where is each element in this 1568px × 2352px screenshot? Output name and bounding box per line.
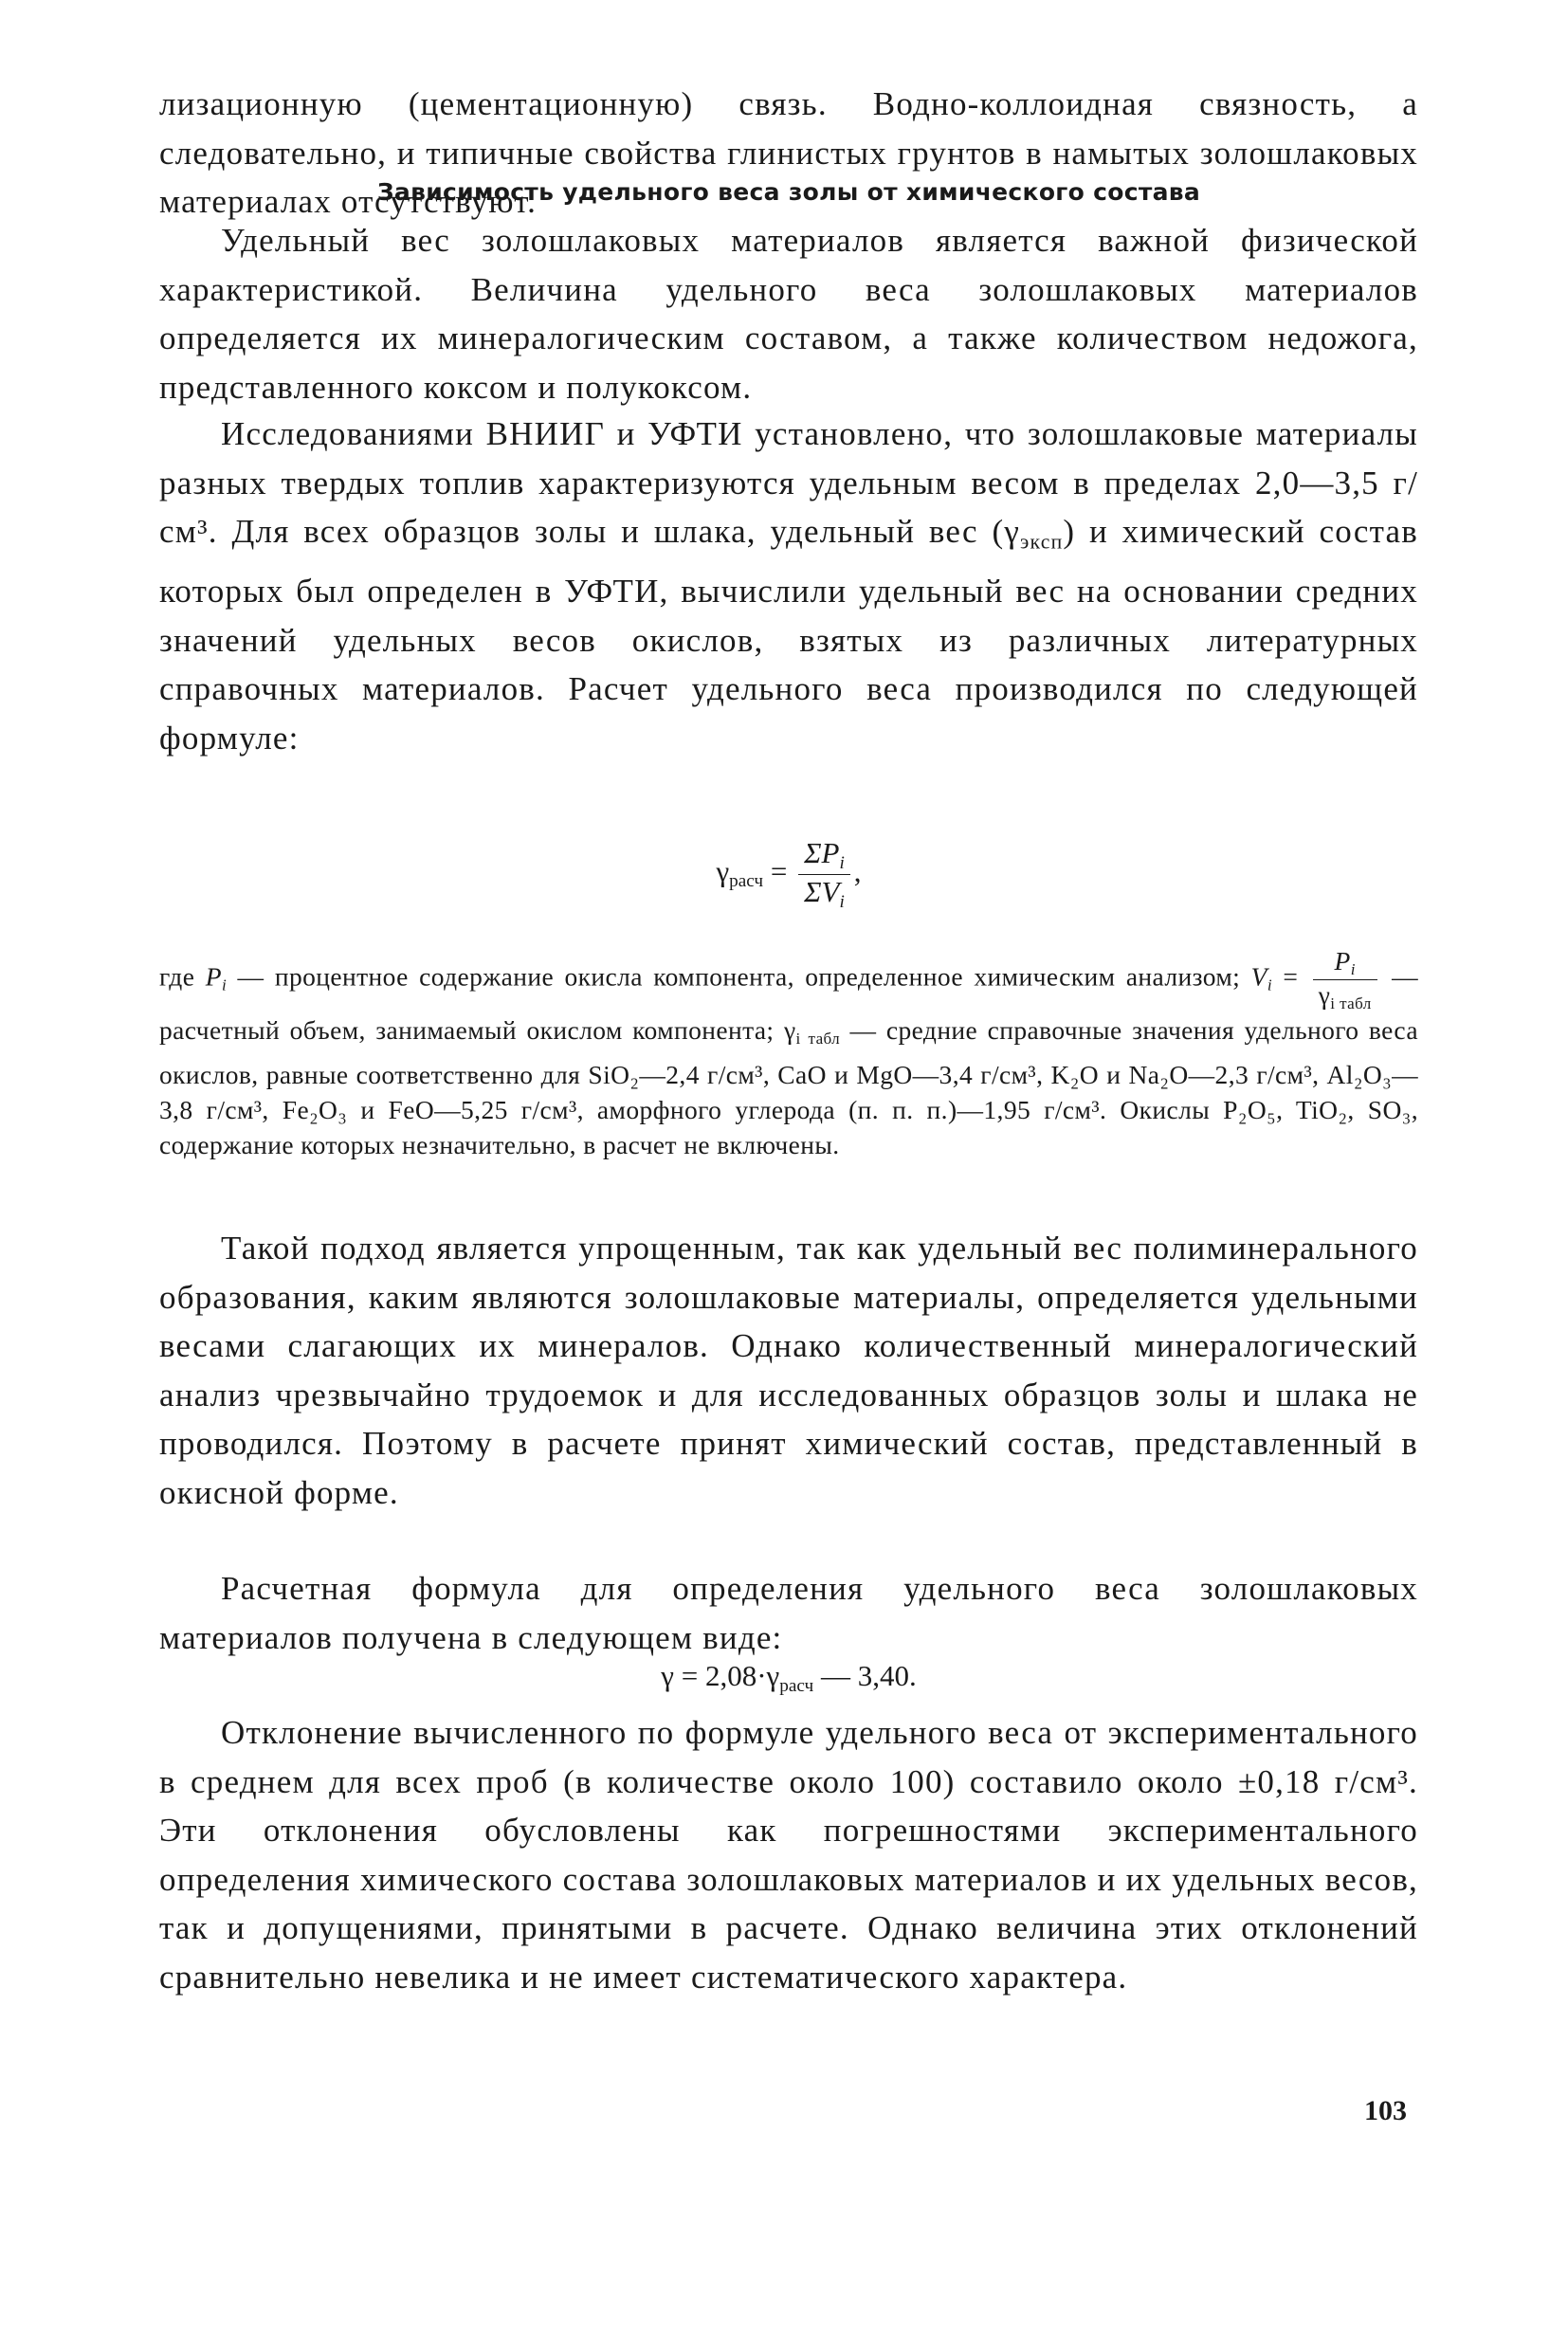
formula-fraction <box>798 836 850 913</box>
p-symbol: P <box>205 961 222 992</box>
formula-calculated-weight <box>159 836 1418 913</box>
p-definition: — процентное содержание окисла компонента, определенное химическим анализом; <box>227 961 1251 992</box>
v-symbol: V <box>1250 961 1267 992</box>
formula-gamma-symbol: γ <box>716 854 730 888</box>
formula-denominator: $\Sigma V_i$ <box>804 874 845 912</box>
formula-explanation-note: где $P_i$ — процентное содержание окисла компонента, определенное химическим анализом; $V_i$ = $\frac{P_i}{\gamma_{i табл}}$ — расчетный объем, занимаемый окислом компонента; $\gamma_{i табл}$ — средние справочные значения удельного веса окислов, равные соответственно для SiO₂—2,4 г/см³, CaO и MgO—3,4 г/см³, K₂O и Na₂O—2,3 г/см³, Al₂O₃—3,8 г/см³, Fe₂O₃ и FeO—5,25 г/см³, аморфного углерода (п. п. п.)—1,95 г/см³. Окислы P₂O₅, TiO₂, SO₃, содержание которых незначительно, в расчет не включены. <box>159 946 1418 1159</box>
gamma-exp-subscript: эксп <box>1020 530 1064 554</box>
formula-specific-weight <box>159 1659 1418 1697</box>
v-definition: — расчетный объем, занимаемый окислом компонента; <box>159 961 1418 1046</box>
formula-gamma-subscript: расч <box>729 871 764 892</box>
formula-2-left: γ = 2,08·γ <box>661 1659 780 1692</box>
paragraph-design-formula-intro: Расчетная формула для определения удельного веса золошлаковых материалов получена в следующем виде: <box>159 1570 1418 1656</box>
formula-numerator: $\Sigma P_i$ <box>798 836 850 875</box>
page-number: 103 <box>1364 2095 1407 2126</box>
gamma-table-symbol: γ <box>783 1015 796 1046</box>
paragraph-deviation: Отклонение вычисленного по формуле удельного веса от экспериментального в среднем для всех проб (в количестве около 100) составило около ±0,18 г/см³. Эти отклонения обусловлены как погрешностями экспериментального определения химического состава золошлаковых материалов и их удельных весов, так и допущениями, принятыми в расчете. Однако величина этих отклонений сравнительно невелика и не имеет систематического характера. <box>159 1714 1418 1996</box>
section-heading: Зависимость удельного веса золы от химического состава <box>376 178 1201 206</box>
formula-equals-sign: = <box>770 854 788 888</box>
gamma-table-definition: — средние справочные значения удельного веса окислов, равные соответственно для SiO₂—2,4 г/см³, CaO и MgO—3,4 г/см³, K₂O и Na₂O—2,3 г/см³, Al₂O₃—3,8 г/см³, Fe₂O₃ и FeO—5,25 г/см³, аморфного углерода (п. п. п.)—1,95 г/см³. Окислы P₂O₅, TiO₂, SO₃, содержание которых незначительно, в расчет не включены. <box>159 1015 1418 1159</box>
formula-trailing-comma: , <box>853 854 862 888</box>
paragraph-specific-weight-intro: Удельный вес золошлаковых материалов является важной физической характеристикой. Величина удельного веса золошлаковых материалов определяется их минералогическим составом, а также количеством недожога, представленного коксом и полукоксом. <box>159 222 1418 406</box>
paragraph-simplified-approach: Такой подход является упрощенным, так как удельный вес полиминерального образования, каким являются золошлаковые материалы, определяется удельными весами слагающих их минералов. Однако количественный минералогический анализ чрезвычайно трудоемок и для исследованных образцов золы и шлака не проводился. Поэтому в расчете принят химический состав, представленный в окисной форме. <box>159 1230 1418 1511</box>
paragraph-research-text-start: Исследованиями ВНИИГ и УФТИ установлено, что золошлаковые материалы разных твердых топлив характеризуются удельным весом в пределах 2,0—3,5 г/см³. Для всех образцов золы и шлака, удельный вес (γ <box>159 415 1418 550</box>
continuation-paragraph: лизационную (цементационную) связь. Водно-коллоидная связность, а следовательно, и типичные свойства глинистых грунтов в намытых золошлаковых материалах отсутствуют. <box>159 85 1418 220</box>
formula-2-subscript: расч <box>779 1675 814 1696</box>
formula-2-right: — 3,40. <box>813 1659 917 1692</box>
v-fraction: $\frac{P_i}{\gamma_{i табл}}$ <box>1313 946 1377 1012</box>
paragraph-research-results <box>159 410 1418 762</box>
paragraph-research-text-end: ) и химический состав которых был определен в УФТИ, вычислили удельный вес на основании средних значений удельных весов окислов, взятых из различных литературных справочных материалов. Расчет удельного веса производился по следующей формуле: <box>159 513 1418 757</box>
